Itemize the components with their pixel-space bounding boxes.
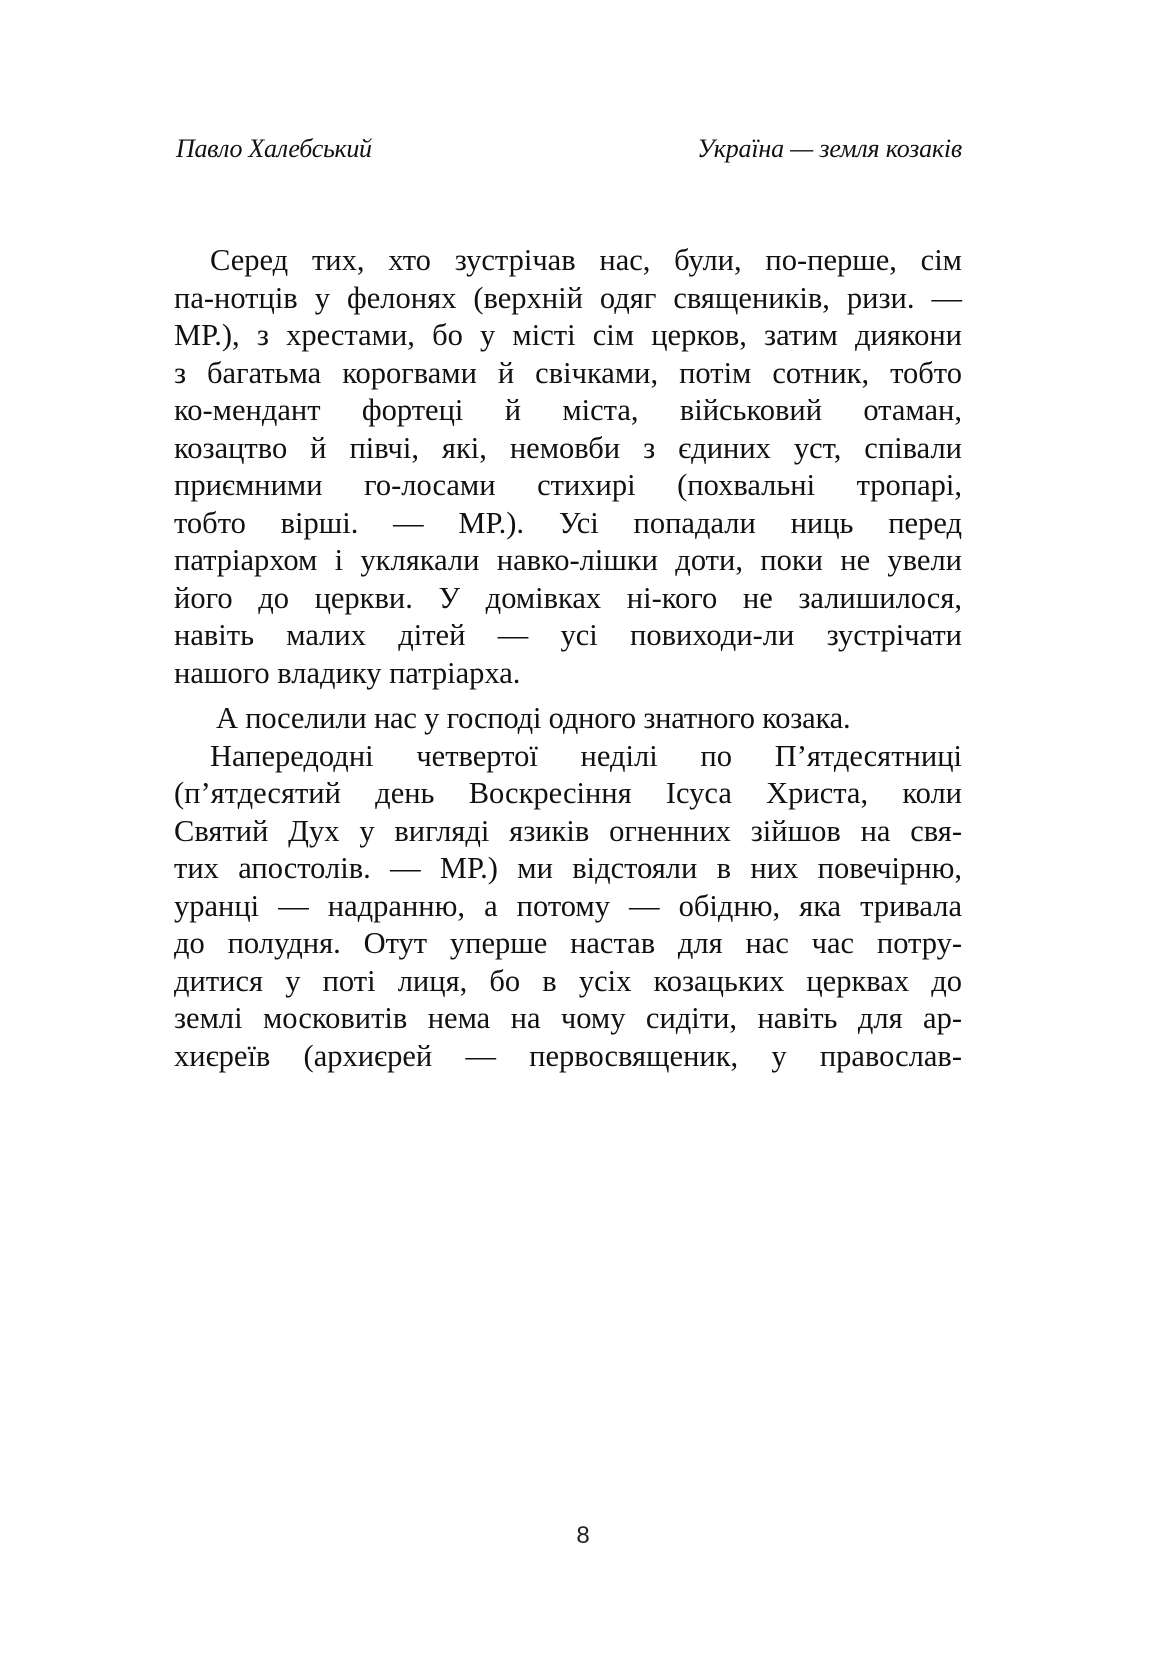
text-line: дитися у поті лиця, бо в усіх козацьких церквах до [174, 963, 962, 998]
text-line: Напередодні четвертої неділі по П’ятдесятниці [210, 738, 962, 773]
text-line: Серед тих, хто зустрічав нас, були, по-перше, сім [210, 243, 962, 277]
text-line: тобто вірші. — МР.). Усі попадали ниць перед [174, 505, 962, 540]
header-author: Павло Халебський [176, 134, 372, 163]
text-line: Святий Дух у вигляді язиків огненних зійшов на свя- [174, 813, 962, 848]
text-line: його до церкви. У домівках ні-кого не залишилося, [174, 580, 962, 615]
text-line: землі московитів нема на чому сидіти, навіть для ар- [174, 1001, 962, 1035]
text-line: до полудня. Отут уперше настав для нас час потру- [174, 926, 962, 960]
text-line: ко-мендант фортеці й міста, військовий отаман, [174, 393, 962, 427]
text-line: А поселили нас у господі одного знатного козака. [216, 701, 851, 735]
paragraph-3 [174, 738, 962, 1076]
text-line: нашого владику патріарха. [174, 655, 521, 690]
text-line: МР.), з хрестами, бо у місті сім церков, затим диякони [174, 318, 962, 352]
paragraph-gap [174, 692, 962, 700]
text-line: навіть малих дітей — усі повиходи-ли зустрічати [174, 618, 962, 652]
text-line: приємними го-лосами стихирі (похвальні тропарі, [174, 468, 962, 502]
paragraph-2 [174, 700, 962, 738]
text-line: уранці — надранню, а потому — обідню, яка тривала [174, 888, 962, 923]
header-book-title: Україна — земля козаків [697, 134, 962, 163]
running-header [176, 132, 962, 166]
text-line: тих апостолів. — МР.) ми відстояли в них повечірню, [174, 851, 962, 885]
text-line: па-нотців у фелонях (верхній одяг священиків, ризи. — [174, 280, 962, 315]
text-line: патріархом і уклякали навко-лішки доти, поки не увели [174, 543, 962, 577]
paragraph-1 [174, 242, 962, 692]
text-line: козацтво й півчі, які, немовби з єдиних уст, співали [174, 430, 962, 465]
body-text [174, 242, 962, 1075]
text-line: (п’ятдесятий день Воскресіння Ісуса Христа, коли [174, 776, 962, 810]
text-line: хиєреїв (архиєрей — первосвященик, у православ- [174, 1038, 962, 1073]
page-number: 8 [576, 1522, 590, 1549]
text-line: з багатьма корогвами й свічками, потім сотник, тобто [174, 355, 962, 390]
